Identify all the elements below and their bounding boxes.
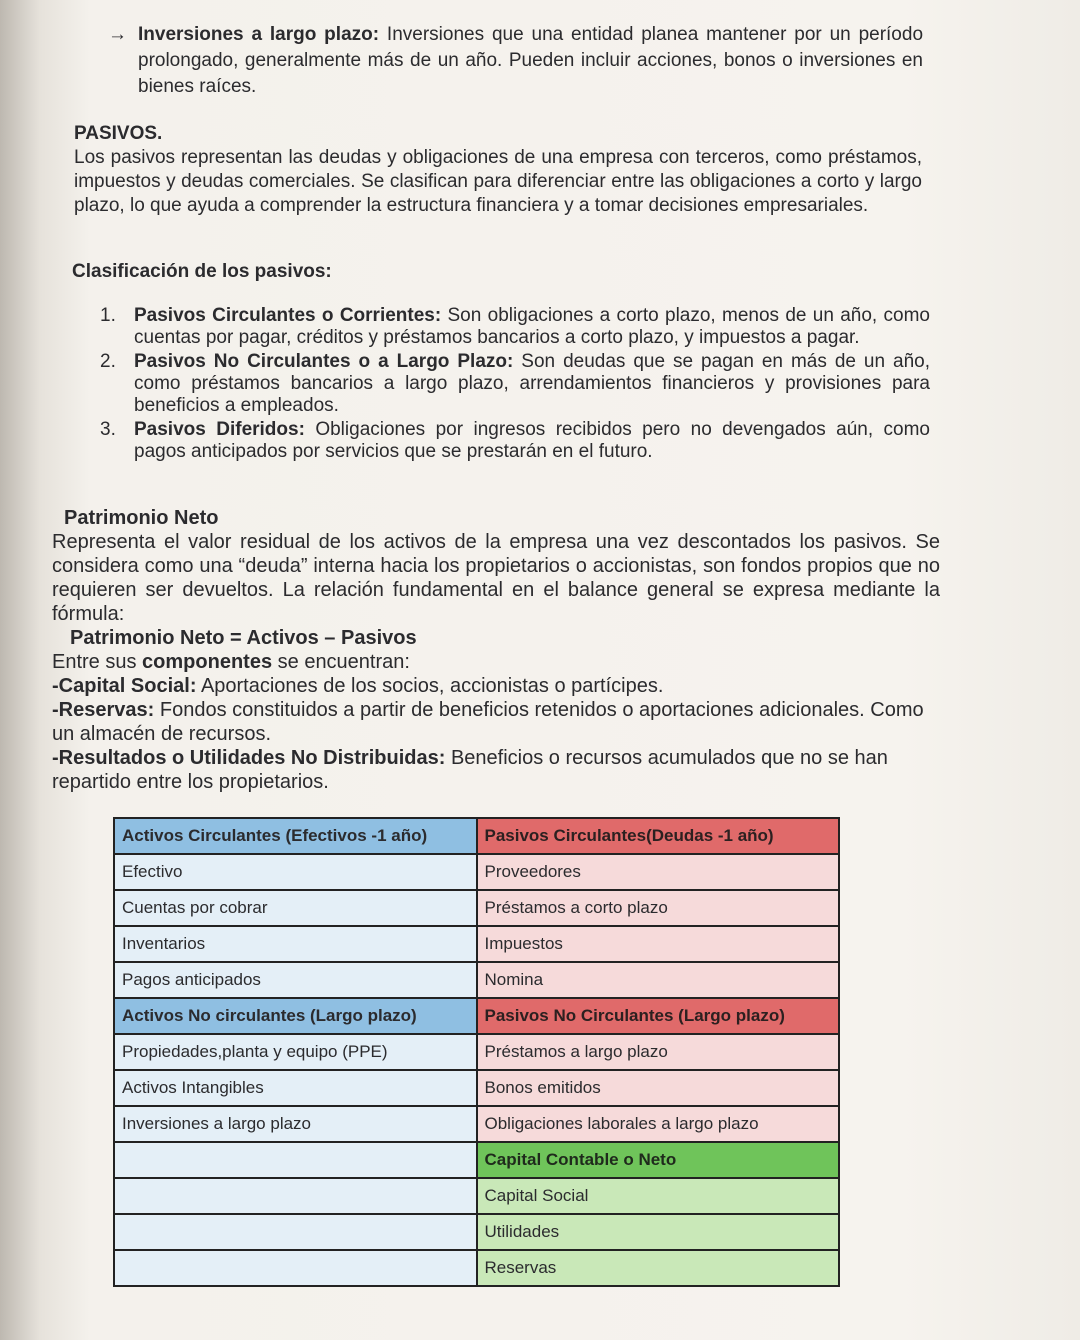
patrimonio-paragraph: Representa el valor residual de los activos de la empresa una vez descontados los pasivos. Se considera como una “deuda” interna hacia los propietarios o accionistas, son fondos propios que no requieren ser devueltos. La relación fundamental en el balance general se expresa mediante la fórmula:: [52, 531, 940, 625]
asset-cell: Efectivo: [114, 854, 477, 890]
component-item: [52, 698, 940, 746]
table-row: [114, 962, 839, 998]
assets-noncurrent-header: Activos No circulantes (Largo plazo): [114, 998, 477, 1034]
liabilities-current-header: Pasivos Circulantes(Deudas -1 año): [477, 818, 840, 854]
patrimonio-section: [52, 506, 940, 794]
pasivos-section: [74, 122, 922, 218]
liability-cell: Obligaciones laborales a largo plazo: [477, 1106, 840, 1142]
list-number: 2.: [100, 351, 116, 372]
liability-cell: Bonos emitidos: [477, 1070, 840, 1106]
patrimonio-formula: Patrimonio Neto = Activos – Pasivos: [70, 627, 417, 649]
table-row: [114, 998, 839, 1034]
component-item: [52, 674, 940, 698]
component-term: -Resultados o Utilidades No Distribuidas:: [52, 747, 446, 769]
components-intro: [52, 650, 940, 674]
liabilities-noncurrent-header: Pasivos No Circulantes (Largo plazo): [477, 998, 840, 1034]
asset-cell-empty: [114, 1178, 477, 1214]
list-number: 1.: [100, 305, 116, 326]
asset-cell-empty: [114, 1214, 477, 1250]
equity-header: Capital Contable o Neto: [477, 1142, 840, 1178]
classification-heading-wrap: [72, 260, 672, 284]
equity-cell: Reservas: [477, 1250, 840, 1286]
asset-cell: Activos Intangibles: [114, 1070, 477, 1106]
asset-cell: Inventarios: [114, 926, 477, 962]
component-text: Beneficios o recursos acumulados que no se han repartido entre los propietarios.: [52, 747, 888, 793]
component-text: Aportaciones de los socios, accionistas o partícipes.: [196, 675, 664, 697]
bullet-term: Inversiones a largo plazo:: [138, 24, 380, 45]
components-intro-post: se encuentran:: [272, 651, 410, 673]
assets-current-header: Activos Circulantes (Efectivos -1 año): [114, 818, 477, 854]
equity-cell: Capital Social: [477, 1178, 840, 1214]
list-term: Pasivos Diferidos:: [134, 419, 305, 440]
equity-cell: Utilidades: [477, 1214, 840, 1250]
table-row: [114, 1070, 839, 1106]
table-row: [114, 1034, 839, 1070]
asset-cell-empty: [114, 1142, 477, 1178]
table-row: [114, 890, 839, 926]
liability-cell: Impuestos: [477, 926, 840, 962]
list-text: Obligaciones por ingresos recibidos pero no devengados aún, como pagos anticipados por servicios que se prestarán en el futuro.: [134, 419, 930, 462]
table-row: [114, 1214, 839, 1250]
list-item: [100, 351, 930, 417]
component-term: -Capital Social:: [52, 675, 197, 697]
list-text: Son obligaciones a corto plazo, menos de un año, como cuentas por pagar, créditos y préstamos bancarios a corto plazo, y impuestos a pagar.: [134, 305, 930, 348]
list-item: [100, 419, 930, 463]
list-term: Pasivos Circulantes o Corrientes:: [134, 305, 442, 326]
asset-cell: Propiedades,planta y equipo (PPE): [114, 1034, 477, 1070]
long-term-investments-bullet: [108, 22, 923, 100]
component-item: [52, 746, 940, 794]
table-row: [114, 854, 839, 890]
component-term: -Reservas:: [52, 699, 155, 721]
liability-cell: Préstamos a corto plazo: [477, 890, 840, 926]
pasivos-heading: PASIVOS.: [74, 123, 163, 144]
bullet-description: Inversiones que una entidad planea mantener por un período prolongado, generalmente más de un año. Pueden incluir acciones, bonos o inversiones en bienes raíces.: [138, 24, 924, 97]
asset-cell: Cuentas por cobrar: [114, 890, 477, 926]
bullet-text: [138, 22, 923, 100]
table-row: [114, 1178, 839, 1214]
balance-sheet-table: [113, 817, 840, 1287]
component-text: Fondos constituidos a partir de beneficios retenidos o aportaciones adicionales. Como un almacén de recursos.: [52, 699, 924, 745]
pasivos-paragraph: Los pasivos representan las deudas y obligaciones de una empresa con terceros, como préstamos, impuestos y deudas comerciales. Se clasifican para diferenciar entre las obligaciones a corto y largo plazo, lo que ayuda a comprender la estructura financiera y a tomar decisiones empresariales.: [74, 147, 922, 216]
table-row: [114, 1250, 839, 1286]
table-row: [114, 1106, 839, 1142]
liability-cell: Préstamos a largo plazo: [477, 1034, 840, 1070]
asset-cell-empty: [114, 1250, 477, 1286]
liability-cell: Proveedores: [477, 854, 840, 890]
patrimonio-heading: Patrimonio Neto: [64, 507, 219, 529]
components-intro-bold: componentes: [142, 651, 273, 673]
list-text: Son deudas que se pagan en más de un año, como préstamos bancarios a largo plazo, arrendamientos financieros y provisiones para beneficios a empleados.: [134, 351, 930, 416]
pasivos-classification-list: [100, 305, 930, 465]
liability-cell: Nomina: [477, 962, 840, 998]
asset-cell: Pagos anticipados: [114, 962, 477, 998]
list-number: 3.: [100, 419, 116, 440]
table-row: [114, 1142, 839, 1178]
table-row: [114, 926, 839, 962]
components-intro-pre: Entre sus: [52, 651, 143, 673]
asset-cell: Inversiones a largo plazo: [114, 1106, 477, 1142]
table-row: [114, 818, 839, 854]
arrow-icon: →: [108, 24, 127, 45]
list-term: Pasivos No Circulantes o a Largo Plazo:: [134, 351, 514, 372]
classification-heading: Clasificación de los pasivos:: [72, 261, 332, 282]
list-item: [100, 305, 930, 349]
